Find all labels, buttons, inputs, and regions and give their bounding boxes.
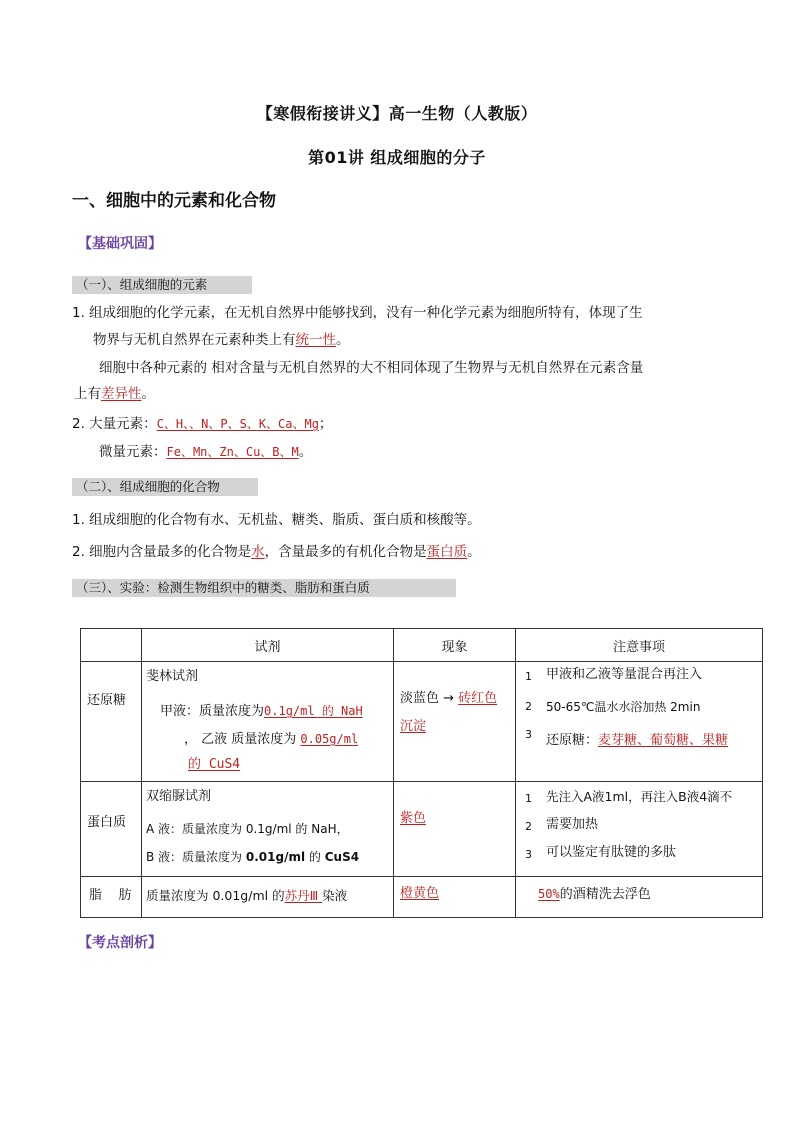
- trace-elements-line: [99, 442, 312, 462]
- part2-line2-mid: ，含量最多的有机化合物是: [264, 544, 427, 560]
- table-header-blank: [81, 629, 142, 662]
- row1-notes-cell: [516, 662, 763, 782]
- row3-reagent-pre: 质量浓度为 0.01g/ml 的: [146, 888, 285, 903]
- part1-p2-line2: [74, 384, 155, 404]
- part1-p1-line2-post: 。: [336, 332, 350, 348]
- row1-note-1-number: 1: [525, 670, 532, 683]
- table-header-reagent: 试剂: [142, 629, 394, 662]
- trace-elements-label: 微量元素：: [99, 444, 167, 460]
- row3-name-cell: [81, 877, 142, 918]
- part1-p1-line2: [93, 330, 350, 350]
- row2-note-2-number: 2: [525, 820, 532, 833]
- row2-reagent-cell: [142, 782, 394, 877]
- table-header-phenomenon: 现象: [394, 629, 516, 662]
- row1-phenomenon-answer-2: 沉淀: [400, 719, 427, 734]
- row1-phenomenon: [400, 690, 497, 708]
- row2-reagent-b-end: CuS4: [324, 850, 360, 864]
- part2-line1: 1. 组成细胞的化合物有水、无机盐、糖类、脂质、蛋白质和核酸等。: [72, 512, 481, 528]
- row1-reagent-b-pre: ， 乙液 质量浓度为: [184, 732, 297, 747]
- row1-note-extra-label: 还原糖：: [546, 733, 599, 748]
- row1-note-extra: [546, 732, 728, 750]
- document-title: 【寒假衔接讲义】高一生物（人教版）: [256, 104, 538, 123]
- major-elements-answer: C、H、、N、P、S、K、Ca、Mg: [156, 417, 319, 431]
- row1-note-3-number: 3: [525, 728, 532, 741]
- row3-phenomenon-cell: [394, 877, 516, 918]
- row1-note-2-number: 2: [525, 700, 532, 713]
- unity-answer: 统一性: [295, 332, 336, 348]
- row2-notes-cell: [516, 782, 763, 877]
- row2-reagent-a: A 液：质量浓度为 0.1g/ml 的 NaH，: [146, 822, 349, 836]
- part2-line2-pre: 2. 细胞内含量最多的化合物是: [72, 544, 252, 560]
- lecture-subtitle: 第01讲 组成细胞的分子: [308, 148, 486, 167]
- part2-line2: [72, 542, 481, 562]
- row3-reagent-post: 染液: [322, 888, 348, 903]
- protein-answer: 蛋白质: [426, 544, 468, 560]
- row1-reagent-title: 斐林试剂: [146, 669, 199, 684]
- part1-p1-line2-pre: 物界与无机自然界在元素种类上有: [93, 332, 296, 348]
- basic-consolidation-tag: 【基础巩固】: [78, 236, 162, 252]
- row2-reagent-b-mid: 的: [305, 850, 325, 864]
- table-row-fat: [81, 877, 763, 918]
- section-heading: 一、细胞中的元素和化合物: [72, 191, 276, 211]
- row2-note-1-number: 1: [525, 792, 532, 805]
- table-header-row: [81, 629, 763, 662]
- part1-p2-line2-post: 。: [141, 386, 155, 402]
- row3-reagent: [146, 887, 347, 905]
- row3-reagent-cell: [142, 877, 394, 918]
- row1-reagent-a-pre: 甲液：质量浓度为: [160, 704, 265, 719]
- part2-line2-post: 。: [467, 544, 481, 560]
- row2-name: 蛋白质: [87, 815, 127, 830]
- major-elements-line: [72, 414, 332, 434]
- row1-reagent-b-answer-2: 的 CuS4: [188, 757, 241, 772]
- row1-reagent-b: [184, 730, 358, 749]
- table-row-protein: [81, 782, 763, 877]
- row1-reagent-a: [160, 702, 363, 721]
- row3-note: [538, 885, 651, 904]
- table-row-reducing-sugar: [81, 662, 763, 782]
- row1-note-2: 50-65℃温水水浴加热 2min: [546, 700, 701, 714]
- row1-reagent-b-answer: 0.05g/ml: [300, 732, 359, 746]
- row3-note-answer: 50%: [538, 887, 560, 901]
- major-elements-end: ；: [318, 416, 333, 432]
- row1-reagent-cell: [142, 662, 394, 782]
- row2-reagent-b: [146, 848, 359, 866]
- row3-reagent-answer: 苏丹Ⅲ: [284, 888, 323, 903]
- trace-elements-end: 。: [298, 444, 313, 460]
- row3-name: 脂 肪: [89, 888, 132, 903]
- part1-p2-line1: 细胞中各种元素的 相对含量与无机自然界的大不相同体现了生物界与无机自然界在元素含量: [99, 360, 644, 376]
- row2-note-2: 需要加热: [546, 817, 599, 832]
- row2-reagent-b-pre: B 液：质量浓度为: [146, 850, 246, 864]
- row2-reagent-title: 双缩脲试剂: [146, 789, 212, 804]
- row3-phenomenon: 橙黄色: [400, 886, 440, 901]
- part3-band: （三）、实验：检测生物组织中的糖类、脂肪和蛋白质: [72, 579, 456, 597]
- row3-note-post: 的酒精洗去浮色: [559, 887, 651, 902]
- row1-reagent-a-answer: 0.1g/ml 的 NaH: [264, 704, 363, 718]
- trace-elements-answer: Fe、Mn、Zn、Cu、B、M: [166, 445, 299, 459]
- row1-phenomenon-cell: [394, 662, 516, 782]
- row1-phenomenon-pre: 淡蓝色 →: [400, 691, 455, 706]
- row2-note-3-number: 3: [525, 848, 532, 861]
- water-answer: 水: [251, 544, 265, 560]
- row1-note-1: 甲液和乙液等量混合再注入: [546, 667, 703, 682]
- part1-p1-line1: 1. 组成细胞的化学元素，在无机自然界中能够找到，没有一种化学元素为细胞所特有，体现了生: [72, 305, 643, 321]
- row2-note-1: 先注入A液1ml，再注入B液4滴不: [546, 789, 733, 804]
- table-header-notes: 注意事项: [516, 629, 763, 662]
- part1-p2-line2-pre: 上有: [74, 386, 101, 402]
- key-points-tag: 【考点剖析】: [78, 935, 162, 951]
- row2-name-cell: [81, 782, 142, 877]
- difference-answer: 差异性: [101, 386, 142, 402]
- row1-phenomenon-answer: 砖红色: [458, 691, 498, 706]
- part2-band: （二）、组成细胞的化合物: [72, 478, 258, 496]
- row1-note-extra-answer: 麦芽糖、葡萄糖、果糖: [598, 733, 729, 748]
- experiment-table: [80, 628, 763, 918]
- row2-phenomenon: 紫色: [400, 811, 427, 826]
- row1-name-cell: [81, 662, 142, 782]
- row3-notes-cell: [516, 877, 763, 918]
- row2-note-3: 可以鉴定有肽键的多肽: [546, 845, 677, 860]
- major-elements-label: 2. 大量元素：: [72, 416, 157, 432]
- row2-phenomenon-cell: [394, 782, 516, 877]
- part1-band: （一）、组成细胞的元素: [72, 276, 252, 294]
- row1-name: 还原糖: [87, 693, 127, 708]
- row2-reagent-b-answer: 0.01g/ml: [245, 850, 306, 864]
